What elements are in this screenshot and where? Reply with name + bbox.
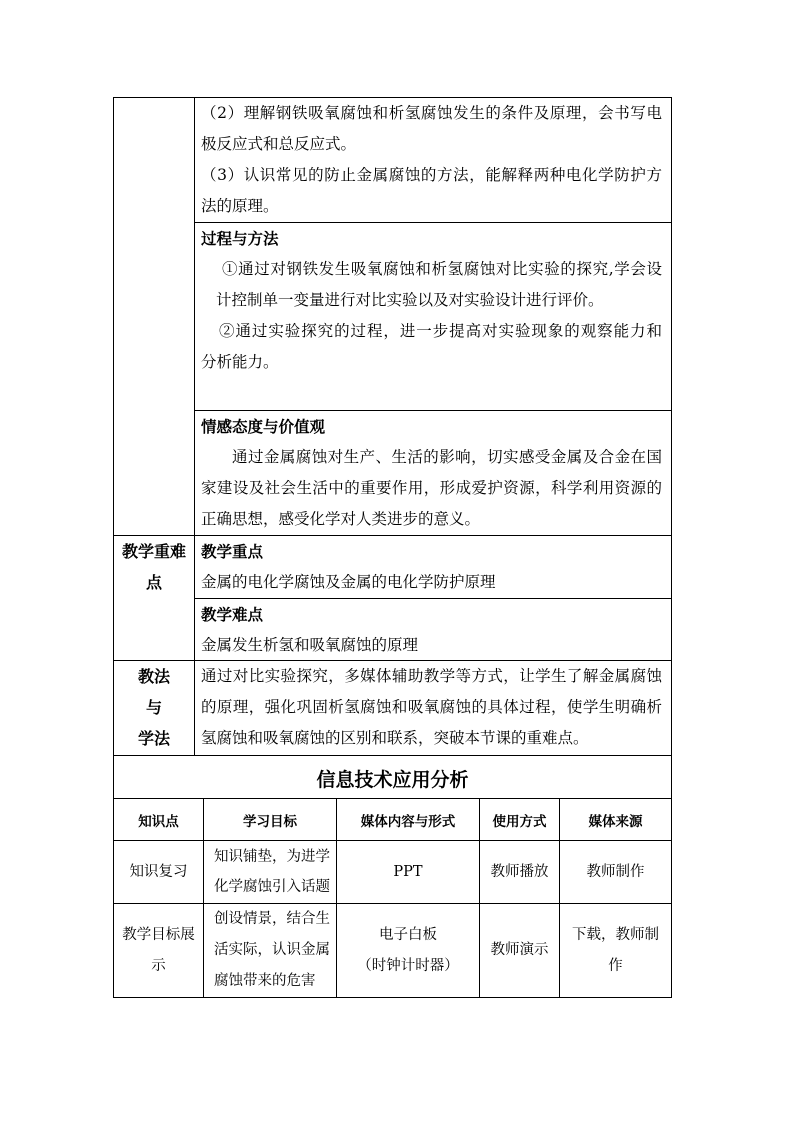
cell-text: 创设情景，结合生 (214, 911, 330, 927)
it-analysis-title: 信息技术应用分析 (316, 769, 469, 791)
attitude-values-heading: 情感态度与价值观 (201, 417, 326, 436)
it-analysis-title-cell (113, 755, 672, 799)
key-points-label: 点 (145, 573, 162, 592)
key-points-label-cell (113, 535, 195, 661)
process-method-line: ②通过实验探究的过程，进一步提高对实验现象的观察能力和 (219, 322, 662, 340)
column-header-learning-goal (203, 798, 337, 841)
table-cell-source (559, 903, 672, 998)
column-header-label: 知识点 (138, 813, 179, 830)
cell-text: 化学腐蚀引入话题 (214, 879, 330, 895)
teaching-focus-text: 金属的电化学腐蚀及金属的电化学防护原理 (201, 573, 496, 591)
process-method-line: ①通过对钢铁发生吸氧腐蚀和析氢腐蚀对比实验的探究,学会设 (222, 260, 662, 278)
cell-text: 知识复习 (129, 864, 188, 880)
cell-text: 活实际，认识金属 (214, 942, 330, 958)
methods-label: 学法 (137, 729, 170, 748)
methods-line: 的原理，强化巩固析氢腐蚀和吸氧腐蚀的具体过程，使学生明确析 (201, 698, 662, 716)
column-header-label: 媒体内容与形式 (360, 813, 456, 830)
objective-line: 极反应式和总反应式。 (201, 135, 357, 153)
teaching-focus-cell (194, 535, 672, 599)
attitude-values-line: 通过金属腐蚀对生产、生活的影响，切实感受金属及合金在国 (232, 448, 662, 466)
process-method-line: 计控制单一变量进行对比实验以及对实验设计进行评价。 (216, 291, 604, 309)
table-cell-usage (479, 840, 560, 904)
cell-text: 教师演示 (490, 942, 549, 958)
methods-label-cell (113, 660, 195, 756)
column-header-media-source (559, 798, 672, 841)
column-header-label: 媒体来源 (588, 813, 643, 830)
column-header-knowledge-point (113, 798, 204, 841)
methods-line: 通过对比实验探究，多媒体辅助教学等方式，让学生了解金属腐蚀 (201, 667, 662, 685)
cell-text: 下载，教师制 (572, 926, 659, 943)
objectives-continued-cell (194, 97, 672, 223)
cell-text: 教师制作 (586, 864, 645, 880)
teaching-difficulty-cell (194, 598, 672, 661)
table-cell-media (336, 903, 480, 998)
objective-line: 法的原理。 (201, 197, 279, 215)
column-header-label: 使用方式 (492, 813, 547, 830)
table-cell-goal (203, 840, 337, 904)
attitude-values-line: 正确思想，感受化学对人类进步的意义。 (201, 510, 481, 528)
attitude-values-cell (194, 410, 672, 536)
cell-text: 作 (608, 957, 623, 974)
methods-line: 氢腐蚀和吸氧腐蚀的区别和联系，突破本节课的重难点。 (201, 729, 589, 747)
cell-text: 电子白板 (379, 926, 437, 943)
process-method-cell (194, 222, 672, 411)
methods-label: 教法 (137, 667, 170, 686)
process-method-line: 分析能力。 (201, 353, 279, 371)
cell-text: （时钟计时器） (357, 957, 459, 974)
cell-text: 知识铺垫，为进学 (214, 849, 330, 865)
objective-line: （2）理解钢铁吸氧腐蚀和析氢腐蚀发生的条件及原理，会书写电 (201, 104, 662, 122)
teaching-difficulty-heading: 教学难点 (201, 605, 264, 624)
table-cell-topic (113, 903, 204, 998)
cell-text: 教师播放 (490, 864, 549, 880)
table-cell-media (336, 840, 480, 904)
methods-label: 与 (145, 698, 162, 717)
cell-text: PPT (393, 864, 423, 880)
table-cell-source (559, 840, 672, 904)
objective-line: （3）认识常见的防止金属腐蚀的方法，能解释两种电化学防护方 (201, 166, 662, 184)
attitude-values-line: 家建设及社会生活中的重要作用，形成爱护资源，科学利用资源的 (201, 479, 662, 497)
table-cell-goal (203, 903, 337, 998)
column-header-usage (479, 798, 560, 841)
table-cell-usage (479, 903, 560, 998)
teaching-difficulty-text: 金属发生析氢和吸氧腐蚀的原理 (201, 636, 419, 654)
objectives-label-cell (113, 97, 195, 536)
column-header-media-content (336, 798, 480, 841)
process-method-heading: 过程与方法 (201, 229, 279, 248)
table-cell-topic (113, 840, 204, 904)
cell-text: 腐蚀带来的危害 (214, 973, 316, 989)
column-header-label: 学习目标 (243, 813, 297, 830)
cell-text: 示 (151, 957, 166, 974)
teaching-focus-heading: 教学重点 (201, 542, 264, 561)
key-points-label: 教学重难 (121, 542, 186, 561)
methods-cell (194, 660, 672, 756)
cell-text: 教学目标展 (122, 926, 195, 943)
